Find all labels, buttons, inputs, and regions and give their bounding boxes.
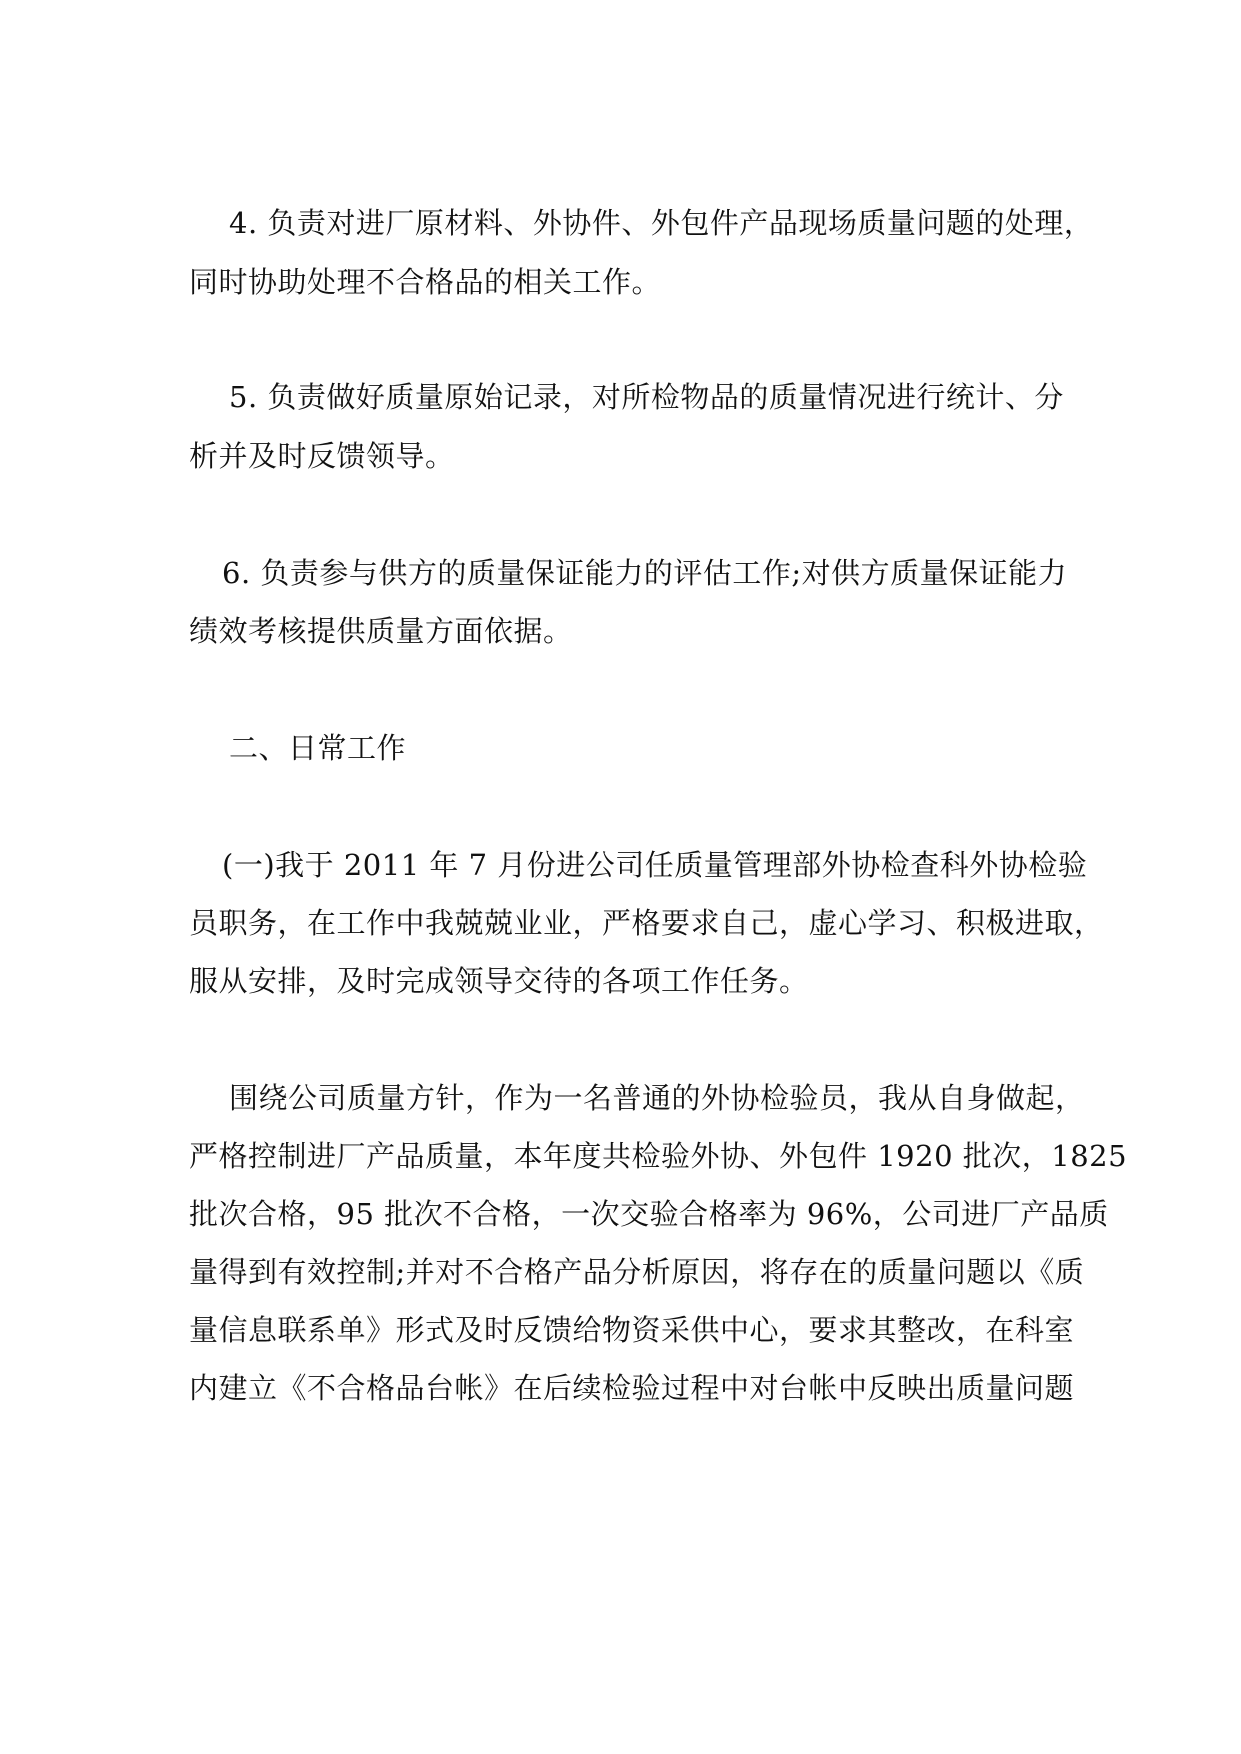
paragraph-1-line-2: 同时协助处理不合格品的相关工作。: [189, 265, 662, 299]
section-heading: 二、日常工作: [229, 731, 407, 765]
paragraph-6-line-3: 批次合格，95 批次不合格，一次交验合格率为 96%，公司进厂产品质: [189, 1197, 1109, 1231]
paragraph-5-line-1: (一)我于 2011 年 7 月份进公司任质量管理部外协检查科外协检验: [222, 848, 1088, 882]
paragraph-3-line-1: 6. 负责参与供方的质量保证能力的评估工作;对供方质量保证能力: [222, 556, 1068, 590]
paragraph-6-line-2: 严格控制进厂产品质量，本年度共检验外协、外包件 1920 批次，1825: [189, 1139, 1128, 1173]
paragraph-3-line-2: 绩效考核提供质量方面依据。: [189, 614, 573, 648]
paragraph-6-line-4: 量得到有效控制;并对不合格产品分析原因，将存在的质量问题以《质: [189, 1255, 1085, 1289]
paragraph-1-line-1: 4. 负责对进厂原材料、外协件、外包件产品现场质量问题的处理，: [229, 206, 1094, 240]
paragraph-5-line-3: 服从安排，及时完成领导交待的各项工作任务。: [189, 964, 809, 998]
paragraph-6-line-6: 内建立《不合格品台帐》在后续检验过程中对台帐中反映出质量问题: [189, 1371, 1075, 1405]
paragraph-2-line-1: 5. 负责做好质量原始记录，对所检物品的质量情况进行统计、分: [229, 380, 1064, 414]
paragraph-2-line-2: 析并及时反馈领导。: [189, 439, 455, 473]
paragraph-6-line-1: 围绕公司质量方针，作为一名普通的外协检验员，我从自身做起，: [229, 1081, 1085, 1115]
paragraph-6-line-5: 量信息联系单》形式及时反馈给物资采供中心，要求其整改，在科室: [189, 1313, 1075, 1347]
paragraph-5-line-2: 员职务，在工作中我兢兢业业，严格要求自己，虚心学习、积极进取，: [189, 906, 1104, 940]
